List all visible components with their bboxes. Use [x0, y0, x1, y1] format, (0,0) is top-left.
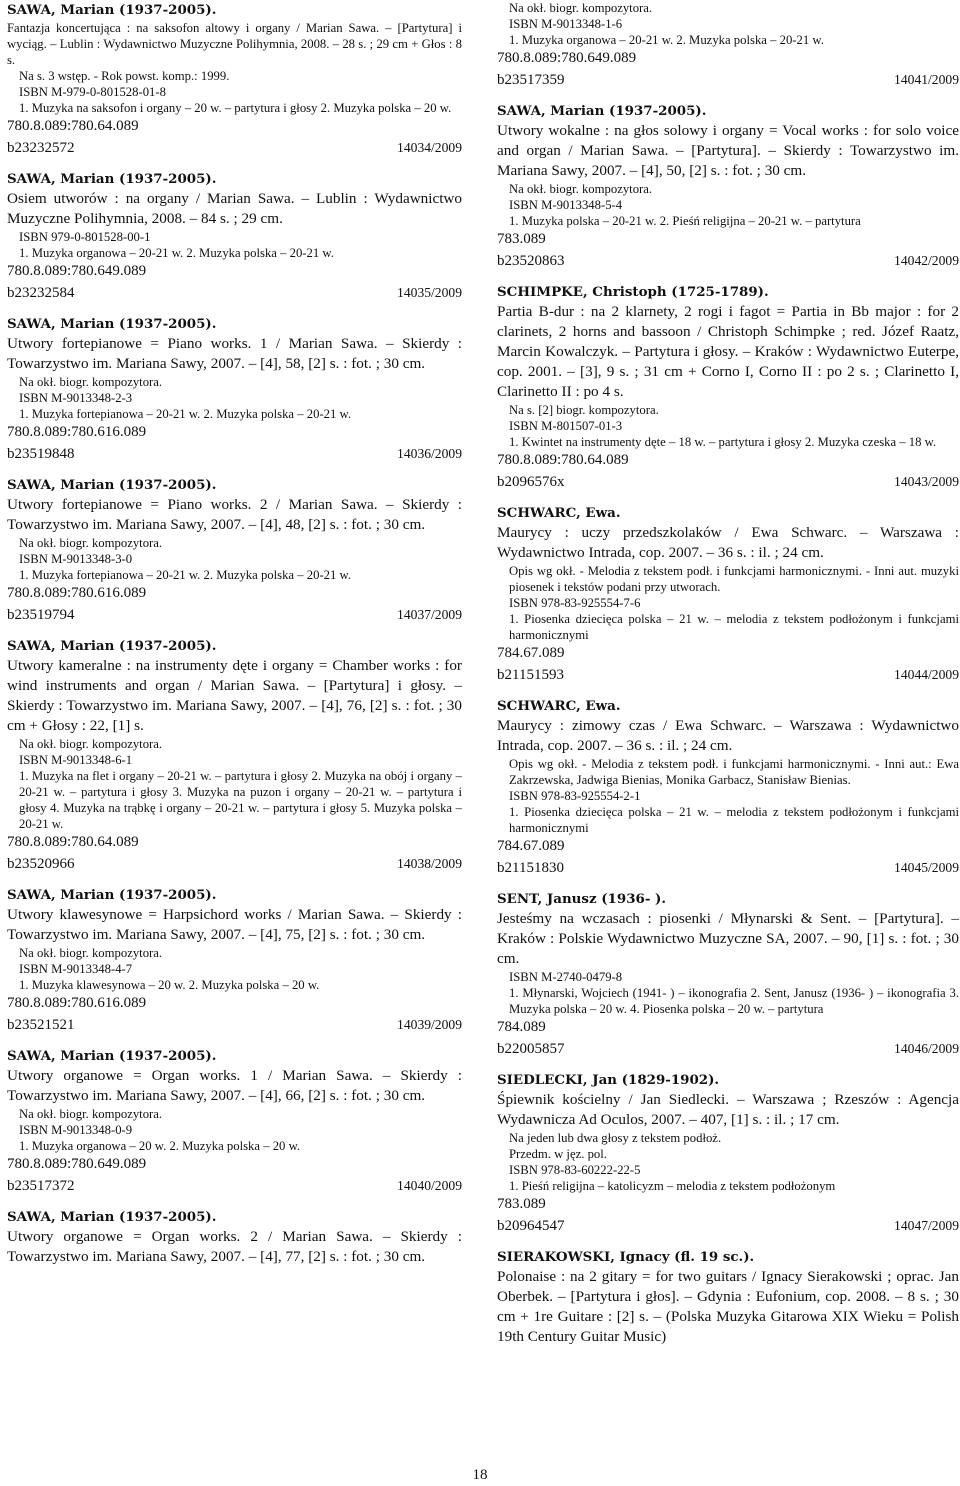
entry-classification: 784.67.089 — [497, 645, 565, 661]
entry-classification: 780.8.089:780.64.089 — [497, 452, 629, 468]
entry-note: ISBN M-9013348-4-7 — [19, 962, 133, 976]
entry-subjects: 1. Piosenka dziecięca polska – 21 w. – melodia z tekstem podłożonym i funkcjami harmonicznymi — [509, 612, 959, 642]
record-id: b23520966 — [7, 856, 75, 872]
entry-heading: SIERAKOWSKI, Ignacy (fl. 19 sc.). — [497, 1249, 755, 1265]
entry-subjects: 1. Muzyka na flet i organy – 20-21 w. – partytura i głosy 2. Muzyka na obój i organy – 20-21 w. – partytura i głosy 3. Muzyka na puzon i organy – 20-21 w. – partytura i głosy 4. Muzyka na trąbkę i organy – 20-21 w. – partytura i głosy 5. Muzyka polska – 20-21 w. — [19, 769, 462, 831]
entry-note: Na s. [2] biogr. kompozytora. — [509, 403, 659, 417]
record-number: 14039/2009 — [397, 1017, 462, 1032]
entry-description: Utwory organowe = Organ works. 1 / Marian Sawa. – Skierdy : Towarzystwo im. Mariana Sawy, 2007. – [4], 66, [2] s. : fot. ; 30 cm. — [7, 1067, 462, 1104]
entry-note: Na jeden lub dwa głosy z tekstem podłoż. — [509, 1131, 722, 1145]
entry-classification: 784.089 — [497, 1019, 546, 1035]
entry-note: Przedm. w jęz. pol. — [509, 1147, 607, 1161]
record-number: 14037/2009 — [397, 607, 462, 622]
entry-note: Na s. 3 wstęp. - Rok powst. komp.: 1999. — [19, 69, 230, 83]
entry-subjects: 1. Kwintet na instrumenty dęte – 18 w. – partytura i głosy 2. Muzyka czeska – 18 w. — [509, 435, 937, 449]
entry-classification: 780.8.089:780.616.089 — [7, 424, 147, 440]
entry-classification: 780.8.089:780.649.089 — [497, 50, 637, 66]
entry-note: ISBN 978-83-60222-22-5 — [509, 1163, 641, 1177]
entry-subjects: 1. Młynarski, Wojciech (1941- ) – ikonografia 2. Sent, Janusz (1936- ) – ikonografia 3. Muzyka polska – 20 w. 4. Piosenka polska – 20 w. – partytura — [509, 986, 959, 1016]
entry-heading: SAWA, Marian (1937-2005). — [7, 477, 217, 493]
entry-record-line — [497, 472, 959, 492]
entry-note: Na okł. biogr. kompozytora. — [19, 737, 163, 751]
entry-note: ISBN M-9013348-5-4 — [509, 198, 623, 212]
record-number: 14047/2009 — [894, 1218, 959, 1233]
entry-heading: SCHWARC, Ewa. — [497, 505, 621, 521]
catalog-entry — [7, 885, 462, 1035]
entry-note: ISBN M-9013348-1-6 — [509, 17, 623, 31]
entry-heading: SAWA, Marian (1937-2005). — [7, 1209, 217, 1225]
record-id: b21151593 — [497, 667, 564, 683]
entry-heading: SAWA, Marian (1937-2005). — [497, 103, 707, 119]
entry-note: Na okł. biogr. kompozytora. — [19, 946, 163, 960]
entry-note: Opis wg okł. - Melodia z tekstem podł. i funkcjami harmonicznymi. - Inni aut. muzyki piosenek i tekstów podani przy utworach. — [509, 564, 959, 594]
entry-subjects: 1. Muzyka fortepianowa – 20-21 w. 2. Muzyka polska – 20-21 w. — [19, 568, 352, 582]
entry-heading: SENT, Janusz (1936- ). — [497, 891, 667, 907]
entry-heading: SIEDLECKI, Jan (1829-1902). — [497, 1072, 720, 1088]
entry-description: Jesteśmy na wczasach : piosenki / Młynarski & Sent. – [Partytura]. – Kraków : Polskie Wydawnictwo Muzyczne SA, 2007. – 90, [1] s. : fot. ; 30 cm. — [497, 910, 959, 967]
entry-record-line — [7, 283, 462, 303]
entry-description: Śpiewnik kościelny / Jan Siedlecki. – Warszawa ; Rzeszów : Agencja Wydawnicza Ad Oculos, 2007. – 407, [1] s. : il. ; 17 cm. — [497, 1091, 959, 1128]
left-column — [7, 0, 462, 1267]
entry-heading: SCHWARC, Ewa. — [497, 698, 621, 714]
entry-heading: SAWA, Marian (1937-2005). — [7, 171, 217, 187]
entry-subjects: 1. Muzyka fortepianowa – 20-21 w. 2. Muzyka polska – 20-21 w. — [19, 407, 352, 421]
entry-note: ISBN M-801507-01-3 — [509, 419, 623, 433]
entry-subjects: 1. Piosenka dziecięca polska – 21 w. – melodia z tekstem podłożonym i funkcjami harmonicznymi — [509, 805, 959, 835]
catalog-entry — [7, 475, 462, 625]
catalog-entry — [7, 169, 462, 303]
record-number: 14038/2009 — [397, 856, 462, 871]
record-number: 14043/2009 — [894, 474, 959, 489]
entry-record-line — [497, 1216, 959, 1236]
catalog-entry — [7, 636, 462, 874]
entry-note: Na okł. biogr. kompozytora. — [19, 1107, 163, 1121]
entry-description: Maurycy : zimowy czas / Ewa Schwarc. – Warszawa : Wydawnictwo Intrada, cop. 2007. – 36 s. : il. ; 24 cm. — [497, 717, 959, 754]
entry-description: Partia B-dur : na 2 klarnety, 2 rogi i fagot = Partia in Bb major : for 2 clarinets, 2 horns and bassoon / Christoph Schimpke ; red. Józef Raatz, Marcin Kowalczyk. – Partytura i głosy. – Kraków : Wydawnictwo Euterpe, cop. 2001. – [3], 9 s. ; 31 cm + Corno I, Corno II : po 2 s. ; Clarinetto I, Clarinetto II : po 4 s. — [497, 303, 959, 400]
entry-record-line — [7, 854, 462, 874]
record-number: 14046/2009 — [894, 1041, 959, 1056]
entry-note: Na okł. biogr. kompozytora. — [509, 1, 653, 15]
entry-classification: 783.089 — [497, 231, 546, 247]
right-column — [497, 0, 959, 1347]
entry-note: ISBN 979-0-801528-00-1 — [19, 230, 151, 244]
entry-description: Utwory fortepianowe = Piano works. 1 / Marian Sawa. – Skierdy : Towarzystwo im. Mariana Sawy, 2007. – [4], 58, [2] s. : fot. ; 30 cm. — [7, 335, 462, 372]
entry-description: Utwory wokalne : na głos solowy i organy = Vocal works : for solo voice and organ / Marian Sawa. – [Partytura]. – Skierdy : Towarzystwo im. Mariana Sawy, 2007. – [4], 50, [2] s. : fot. ; 30 cm. — [497, 122, 959, 179]
record-id: b23521521 — [7, 1017, 75, 1033]
entry-description: Utwory fortepianowe = Piano works. 2 / Marian Sawa. – Skierdy : Towarzystwo im. Mariana Sawy, 2007. – [4], 48, [2] s. : fot. ; 30 cm. — [7, 496, 462, 533]
entry-classification: 780.8.089:780.616.089 — [7, 585, 147, 601]
entry-note: Opis wg okł. - Melodia z tekstem podł. i funkcjami harmonicznymi. - Inni aut.: Ewa Zakrzewska, Jadwiga Bienias, Monika Garbacz, Stanisław Bienias. — [509, 757, 959, 787]
record-id: b23519848 — [7, 446, 75, 462]
entry-record-line — [7, 1176, 462, 1196]
catalog-entry — [497, 1070, 959, 1236]
entry-note: ISBN M-9013348-3-0 — [19, 552, 133, 566]
entry-record-line — [7, 605, 462, 625]
record-id: b22005857 — [497, 1041, 565, 1057]
record-number: 14045/2009 — [894, 860, 959, 875]
entry-classification: 780.8.089:780.64.089 — [7, 834, 139, 850]
entry-note: ISBN M-9013348-6-1 — [19, 753, 133, 767]
record-number: 14042/2009 — [894, 253, 959, 268]
record-id: b23519794 — [7, 607, 75, 623]
record-number: 14034/2009 — [397, 140, 462, 155]
catalog-entry — [497, 282, 959, 492]
entry-classification: 784.67.089 — [497, 838, 565, 854]
record-id: b21151830 — [497, 860, 564, 876]
entry-subjects: 1. Muzyka na saksofon i organy – 20 w. – partytura i głosy 2. Muzyka polska – 20 w. — [19, 101, 452, 115]
entry-note: Na okł. biogr. kompozytora. — [19, 375, 163, 389]
entry-heading: SAWA, Marian (1937-2005). — [7, 1048, 217, 1064]
entry-record-line — [497, 665, 959, 685]
catalog-entry — [7, 314, 462, 464]
record-id: b23520863 — [497, 253, 565, 269]
catalog-entry — [497, 1247, 959, 1347]
catalog-entry — [497, 101, 959, 271]
entry-record-line — [7, 444, 462, 464]
entry-description: Maurycy : uczy przedszkolaków / Ewa Schwarc. – Warszawa : Wydawnictwo Intrada, cop. 2007. – 36 s. : il. ; 24 cm. — [497, 524, 959, 561]
entry-record-line — [7, 138, 462, 158]
catalog-entry — [7, 1207, 462, 1267]
entry-subjects: 1. Muzyka polska – 20-21 w. 2. Pieśń religijna – 20-21 w. – partytura — [509, 214, 861, 228]
record-id: b2096576x — [497, 474, 565, 490]
entry-subjects: 1. Muzyka klawesynowa – 20 w. 2. Muzyka polska – 20 w. — [19, 978, 320, 992]
entry-note: ISBN M-9013348-2-3 — [19, 391, 133, 405]
entry-note: ISBN M-979-0-801528-01-8 — [19, 85, 166, 99]
record-id: b20964547 — [497, 1218, 565, 1234]
record-id: b23232572 — [7, 140, 75, 156]
entry-note: Na okł. biogr. kompozytora. — [19, 536, 163, 550]
page-number: 18 — [472, 1467, 488, 1483]
entry-heading: SAWA, Marian (1937-2005). — [7, 316, 217, 332]
record-number: 14040/2009 — [397, 1178, 462, 1193]
record-number: 14041/2009 — [894, 72, 959, 87]
entry-heading: SAWA, Marian (1937-2005). — [7, 2, 217, 18]
entry-classification: 780.8.089:780.649.089 — [7, 1156, 147, 1172]
entry-record-line — [7, 1015, 462, 1035]
record-id: b23232584 — [7, 285, 75, 301]
record-number: 14036/2009 — [397, 446, 462, 461]
entry-classification: 780.8.089:780.64.089 — [7, 118, 139, 134]
entry-note: Na okł. biogr. kompozytora. — [509, 182, 653, 196]
entry-heading: SAWA, Marian (1937-2005). — [7, 638, 217, 654]
entry-note: ISBN 978-83-925554-7-6 — [509, 596, 641, 610]
entry-classification: 780.8.089:780.649.089 — [7, 263, 147, 279]
entry-classification: 780.8.089:780.616.089 — [7, 995, 147, 1011]
entry-description: Polonaise : na 2 gitary = for two guitars / Ignacy Sierakowski ; oprac. Jan Oberbek. – [Partytura i głos]. – Gdynia : Eufonium, cop. 2008. – 8 s. ; 30 cm + 1re Guitare : [2] s. – (Polska Muzyka Gitarowa XIX Wieku = Polish 19th Century Guitar Music) — [497, 1268, 959, 1345]
catalog-entry — [497, 696, 959, 878]
entry-record-line — [497, 1039, 959, 1059]
entry-description: Osiem utworów : na organy / Marian Sawa. – Lublin : Wydawnictwo Muzyczne Polihymnia, 2008. – 84 s. ; 29 cm. — [7, 190, 462, 227]
entry-subjects: 1. Pieśń religijna – katolicyzm – melodia z tekstem podłożonym — [509, 1179, 836, 1193]
entry-note: ISBN M-9013348-0-9 — [19, 1123, 133, 1137]
catalog-entry — [7, 0, 462, 158]
entry-record-line — [497, 70, 959, 90]
entry-description: Fantazja koncertująca : na saksofon altowy i organy / Marian Sawa. – [Partytura] i wyciąg. – Lublin : Wydawnictwo Muzyczne Polihymnia, 2008. – 28 s. ; 29 cm + Głos : 8 s. — [7, 21, 462, 67]
entry-note: ISBN 978-83-925554-2-1 — [509, 789, 641, 803]
entry-record-line — [497, 251, 959, 271]
entry-description: Utwory kameralne : na instrumenty dęte i organy = Chamber works : for wind instruments and organ / Marian Sawa. – [Partytura] i głosy. – Skierdy : Towarzystwo im. Mariana Sawy, 2007. – [4], 76, [2] s. : fot. ; 30 cm + Głosy : 22, [1] s. — [7, 657, 462, 734]
entry-subjects: 1. Muzyka organowa – 20 w. 2. Muzyka polska – 20 w. — [19, 1139, 301, 1153]
entry-note: ISBN M-2740-0479-8 — [509, 970, 623, 984]
record-number: 14044/2009 — [894, 667, 959, 682]
entry-description: Utwory organowe = Organ works. 2 / Marian Sawa. – Skierdy : Towarzystwo im. Mariana Sawy, 2007. – [4], 77, [2] s. : fot. ; 30 cm. — [7, 1228, 462, 1265]
record-id: b23517359 — [497, 72, 565, 88]
catalog-entry — [7, 1046, 462, 1196]
catalog-entry — [497, 0, 959, 90]
entry-subjects: 1. Muzyka organowa – 20-21 w. 2. Muzyka polska – 20-21 w. — [509, 33, 824, 47]
entry-heading: SAWA, Marian (1937-2005). — [7, 887, 217, 903]
catalog-entry — [497, 503, 959, 685]
record-number: 14035/2009 — [397, 285, 462, 300]
entry-classification: 783.089 — [497, 1196, 546, 1212]
entry-record-line — [497, 858, 959, 878]
entry-heading: SCHIMPKE, Christoph (1725-1789). — [497, 284, 769, 300]
entry-subjects: 1. Muzyka organowa – 20-21 w. 2. Muzyka polska – 20-21 w. — [19, 246, 334, 260]
catalog-entry — [497, 889, 959, 1059]
record-id: b23517372 — [7, 1178, 75, 1194]
entry-description: Utwory klawesynowe = Harpsichord works / Marian Sawa. – Skierdy : Towarzystwo im. Mariana Sawy, 2007. – [4], 75, [2] s. : fot. ; 30 cm. — [7, 906, 462, 943]
